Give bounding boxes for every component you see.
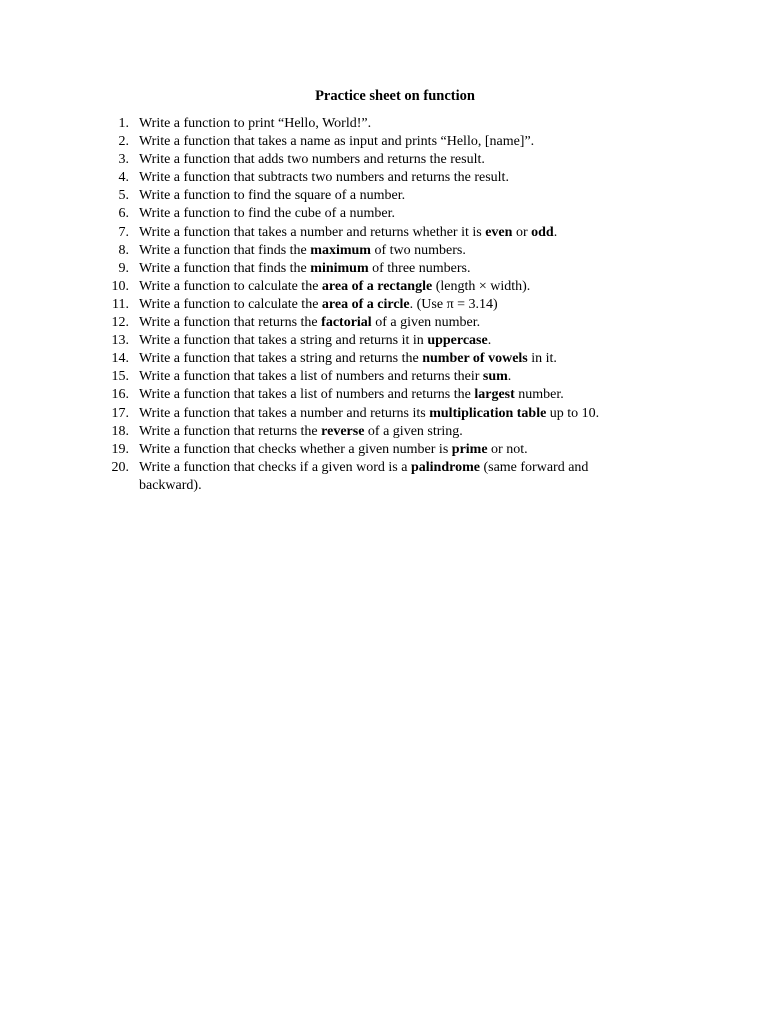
bold-term: minimum	[310, 260, 369, 276]
text-run: of two numbers.	[370, 242, 466, 258]
list-item	[109, 459, 649, 495]
text-run: Write a function that subtracts two numbers and returns the result.	[139, 170, 509, 186]
item-text	[139, 333, 491, 348]
page-title: Practice sheet on function	[315, 88, 475, 104]
text-run: Write a function to calculate the	[139, 278, 322, 294]
item-text	[139, 243, 466, 258]
item-text	[139, 188, 405, 203]
text-run: Write a function to find the cube of a number.	[139, 206, 396, 222]
bold-term: area of a circle	[321, 296, 410, 312]
bold-term: uppercase	[427, 333, 488, 349]
list-item	[109, 368, 649, 386]
list-item	[109, 115, 649, 133]
text-run: Write a function that returns the	[139, 423, 322, 439]
list-item	[109, 260, 649, 278]
item-text	[139, 116, 371, 131]
bold-term: maximum	[310, 242, 371, 258]
item-text	[139, 206, 395, 221]
text-run: Write a function to find the square of a number.	[139, 188, 406, 204]
bold-term: prime	[451, 441, 488, 457]
text-run: Write a function that adds two numbers and returns the result.	[139, 152, 485, 168]
list-item	[109, 386, 649, 404]
text-run: Write a function that returns the	[139, 315, 322, 331]
item-text	[139, 315, 480, 330]
item-number: 14.	[111, 351, 129, 367]
item-text	[139, 351, 557, 366]
text-run: Write a function that takes a name as input and prints “Hello, [name]”.	[139, 134, 535, 150]
list-item	[109, 296, 649, 314]
text-run: .	[487, 333, 492, 349]
item-number: 7.	[118, 224, 129, 240]
list-item	[109, 187, 649, 205]
item-number: 11.	[112, 296, 129, 312]
text-run: Write a function to print “Hello, World!”.	[139, 116, 372, 131]
item-number: 20.	[111, 459, 129, 475]
text-run: Write a function that checks if a given word is a	[139, 459, 411, 475]
bold-term: sum	[482, 369, 508, 385]
bold-term: even	[485, 224, 513, 240]
item-number: 8.	[118, 242, 129, 258]
item-number: 15.	[111, 369, 129, 385]
text-run: in it.	[527, 351, 557, 367]
item-text	[139, 406, 599, 421]
item-number: 19.	[111, 441, 129, 457]
item-number: 6.	[118, 206, 129, 222]
item-text	[139, 134, 534, 149]
item-number: 2.	[118, 134, 129, 150]
list-item	[109, 314, 649, 332]
item-number: 4.	[118, 170, 129, 186]
item-number: 10.	[111, 278, 129, 294]
item-text	[139, 442, 528, 457]
item-text	[139, 170, 509, 185]
text-run: Write a function that finds the	[139, 260, 311, 276]
text-run: (same forward and backward).	[139, 459, 589, 493]
list-item	[109, 242, 649, 260]
text-run: . (Use π = 3.14)	[409, 296, 498, 312]
text-run: Write a function that takes a string and returns the	[139, 351, 423, 367]
item-number: 12.	[111, 315, 129, 331]
item-number: 13.	[111, 333, 129, 349]
item-number: 16.	[111, 387, 129, 403]
text-run: or not.	[487, 441, 528, 457]
text-run: of a given number.	[371, 315, 481, 331]
text-run: Write a function that takes a number and returns whether it is	[139, 224, 486, 240]
text-run: or	[512, 224, 532, 240]
list-item	[109, 278, 649, 296]
item-text	[139, 152, 485, 167]
bold-term: odd	[531, 224, 554, 240]
list-item	[109, 350, 649, 368]
item-number: 1.	[118, 116, 129, 131]
item-number: 3.	[118, 152, 129, 168]
text-run: of three numbers.	[368, 260, 471, 276]
bold-term: multiplication table	[429, 405, 547, 421]
item-number: 18.	[111, 423, 129, 439]
item-text	[139, 297, 498, 312]
item-text	[139, 279, 530, 294]
bold-term: palindrome	[410, 459, 480, 475]
item-text	[139, 261, 470, 276]
text-run: of a given string.	[364, 423, 463, 439]
item-text	[139, 460, 588, 493]
text-run: up to 10.	[546, 405, 600, 421]
list-item	[109, 423, 649, 441]
text-run: .	[553, 224, 558, 240]
list-item	[109, 441, 649, 459]
bold-term: factorial	[321, 315, 372, 331]
item-text	[139, 225, 557, 240]
text-run: Write a function to calculate the	[139, 296, 322, 312]
list-item	[109, 169, 649, 187]
text-run: (length × width).	[432, 278, 531, 294]
list-item	[109, 133, 649, 151]
bold-term: area of a rectangle	[321, 278, 433, 294]
list-item	[109, 224, 649, 242]
text-run: Write a function that takes a number and returns its	[139, 405, 430, 421]
exercise-list	[109, 115, 649, 495]
item-number: 9.	[118, 260, 129, 276]
bold-term: number of vowels	[422, 351, 528, 367]
bold-term: largest	[474, 387, 515, 403]
bold-term: reverse	[321, 423, 365, 439]
list-item	[109, 332, 649, 350]
text-run: Write a function that checks whether a given number is	[139, 441, 452, 457]
list-item	[109, 405, 649, 423]
item-number: 17.	[111, 405, 129, 421]
text-run: number.	[514, 387, 564, 403]
list-item	[109, 205, 649, 223]
text-run: Write a function that takes a list of numbers and returns the	[139, 387, 475, 403]
item-text	[139, 369, 511, 384]
list-item	[109, 151, 649, 169]
text-run: Write a function that takes a string and returns it in	[139, 333, 428, 349]
text-run: Write a function that finds the	[139, 242, 311, 258]
text-run: Write a function that takes a list of numbers and returns their	[139, 369, 483, 385]
item-text	[139, 424, 463, 439]
text-run: .	[507, 369, 512, 385]
item-text	[139, 387, 564, 402]
item-number: 5.	[118, 188, 129, 204]
